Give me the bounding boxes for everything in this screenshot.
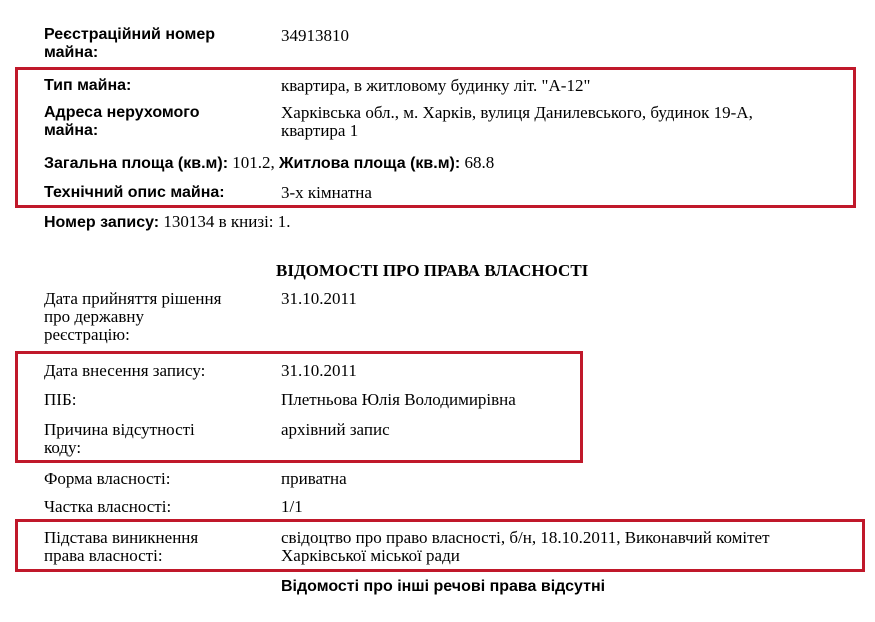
no-code-reason-value: архівний запис bbox=[281, 420, 390, 439]
reg-number-label: Реєстраційний номер майна: bbox=[44, 26, 216, 61]
ownership-heading: ВІДОМОСТІ ПРО ПРАВА ВЛАСНОСТІ bbox=[276, 261, 589, 280]
tech-desc-value: 3-х кімнатна bbox=[281, 183, 372, 202]
type-value: квартира, в житловому будинку літ. "А-12" bbox=[281, 76, 591, 95]
ownership-basis-label: Підстава виникнення права власності: bbox=[44, 528, 199, 565]
record-row bbox=[44, 213, 291, 232]
total-area-value: 101.2, bbox=[232, 153, 275, 172]
ownership-form-value: приватна bbox=[281, 469, 347, 488]
ownership-form-label: Форма власності: bbox=[44, 469, 171, 488]
address-label: Адреса нерухомого майна: bbox=[44, 104, 200, 139]
reg-number-value: 34913810 bbox=[281, 26, 349, 45]
address-value: Харківська обл., м. Харків, вулиця Данилевського, будинок 19-А, квартира 1 bbox=[281, 103, 753, 140]
ownership-share-label: Частка власності: bbox=[44, 497, 172, 516]
decision-date-label: Дата прийняття рішення про державну реєстрацію: bbox=[44, 289, 222, 344]
owner-name-value: Плетньова Юлія Володимирівна bbox=[281, 390, 516, 409]
living-area-label: Житлова площа (кв.м): bbox=[279, 155, 461, 172]
record-value: 130134 в книзі: 1. bbox=[163, 212, 291, 231]
record-label: Номер запису: bbox=[44, 214, 160, 231]
entry-date-label: Дата внесення запису: bbox=[44, 361, 206, 380]
living-area-value: 68.8 bbox=[464, 153, 495, 172]
ownership-share-value: 1/1 bbox=[281, 497, 303, 516]
tech-desc-label: Технічний опис майна: bbox=[44, 184, 225, 201]
other-rights-note: Відомості про інші речові права відсутні bbox=[281, 578, 606, 595]
total-area-label: Загальна площа (кв.м): bbox=[44, 155, 229, 172]
entry-date-value: 31.10.2011 bbox=[281, 361, 357, 380]
area-row bbox=[44, 154, 494, 173]
ownership-basis-value: свідоцтво про право власності, б/н, 18.10.2011, Виконавчий комітет Харківської міської ради bbox=[281, 528, 770, 565]
no-code-reason-label: Причина відсутності коду: bbox=[44, 420, 195, 457]
decision-date-value: 31.10.2011 bbox=[281, 289, 357, 308]
owner-name-label: ПІБ: bbox=[44, 390, 77, 409]
type-label: Тип майна: bbox=[44, 77, 132, 94]
